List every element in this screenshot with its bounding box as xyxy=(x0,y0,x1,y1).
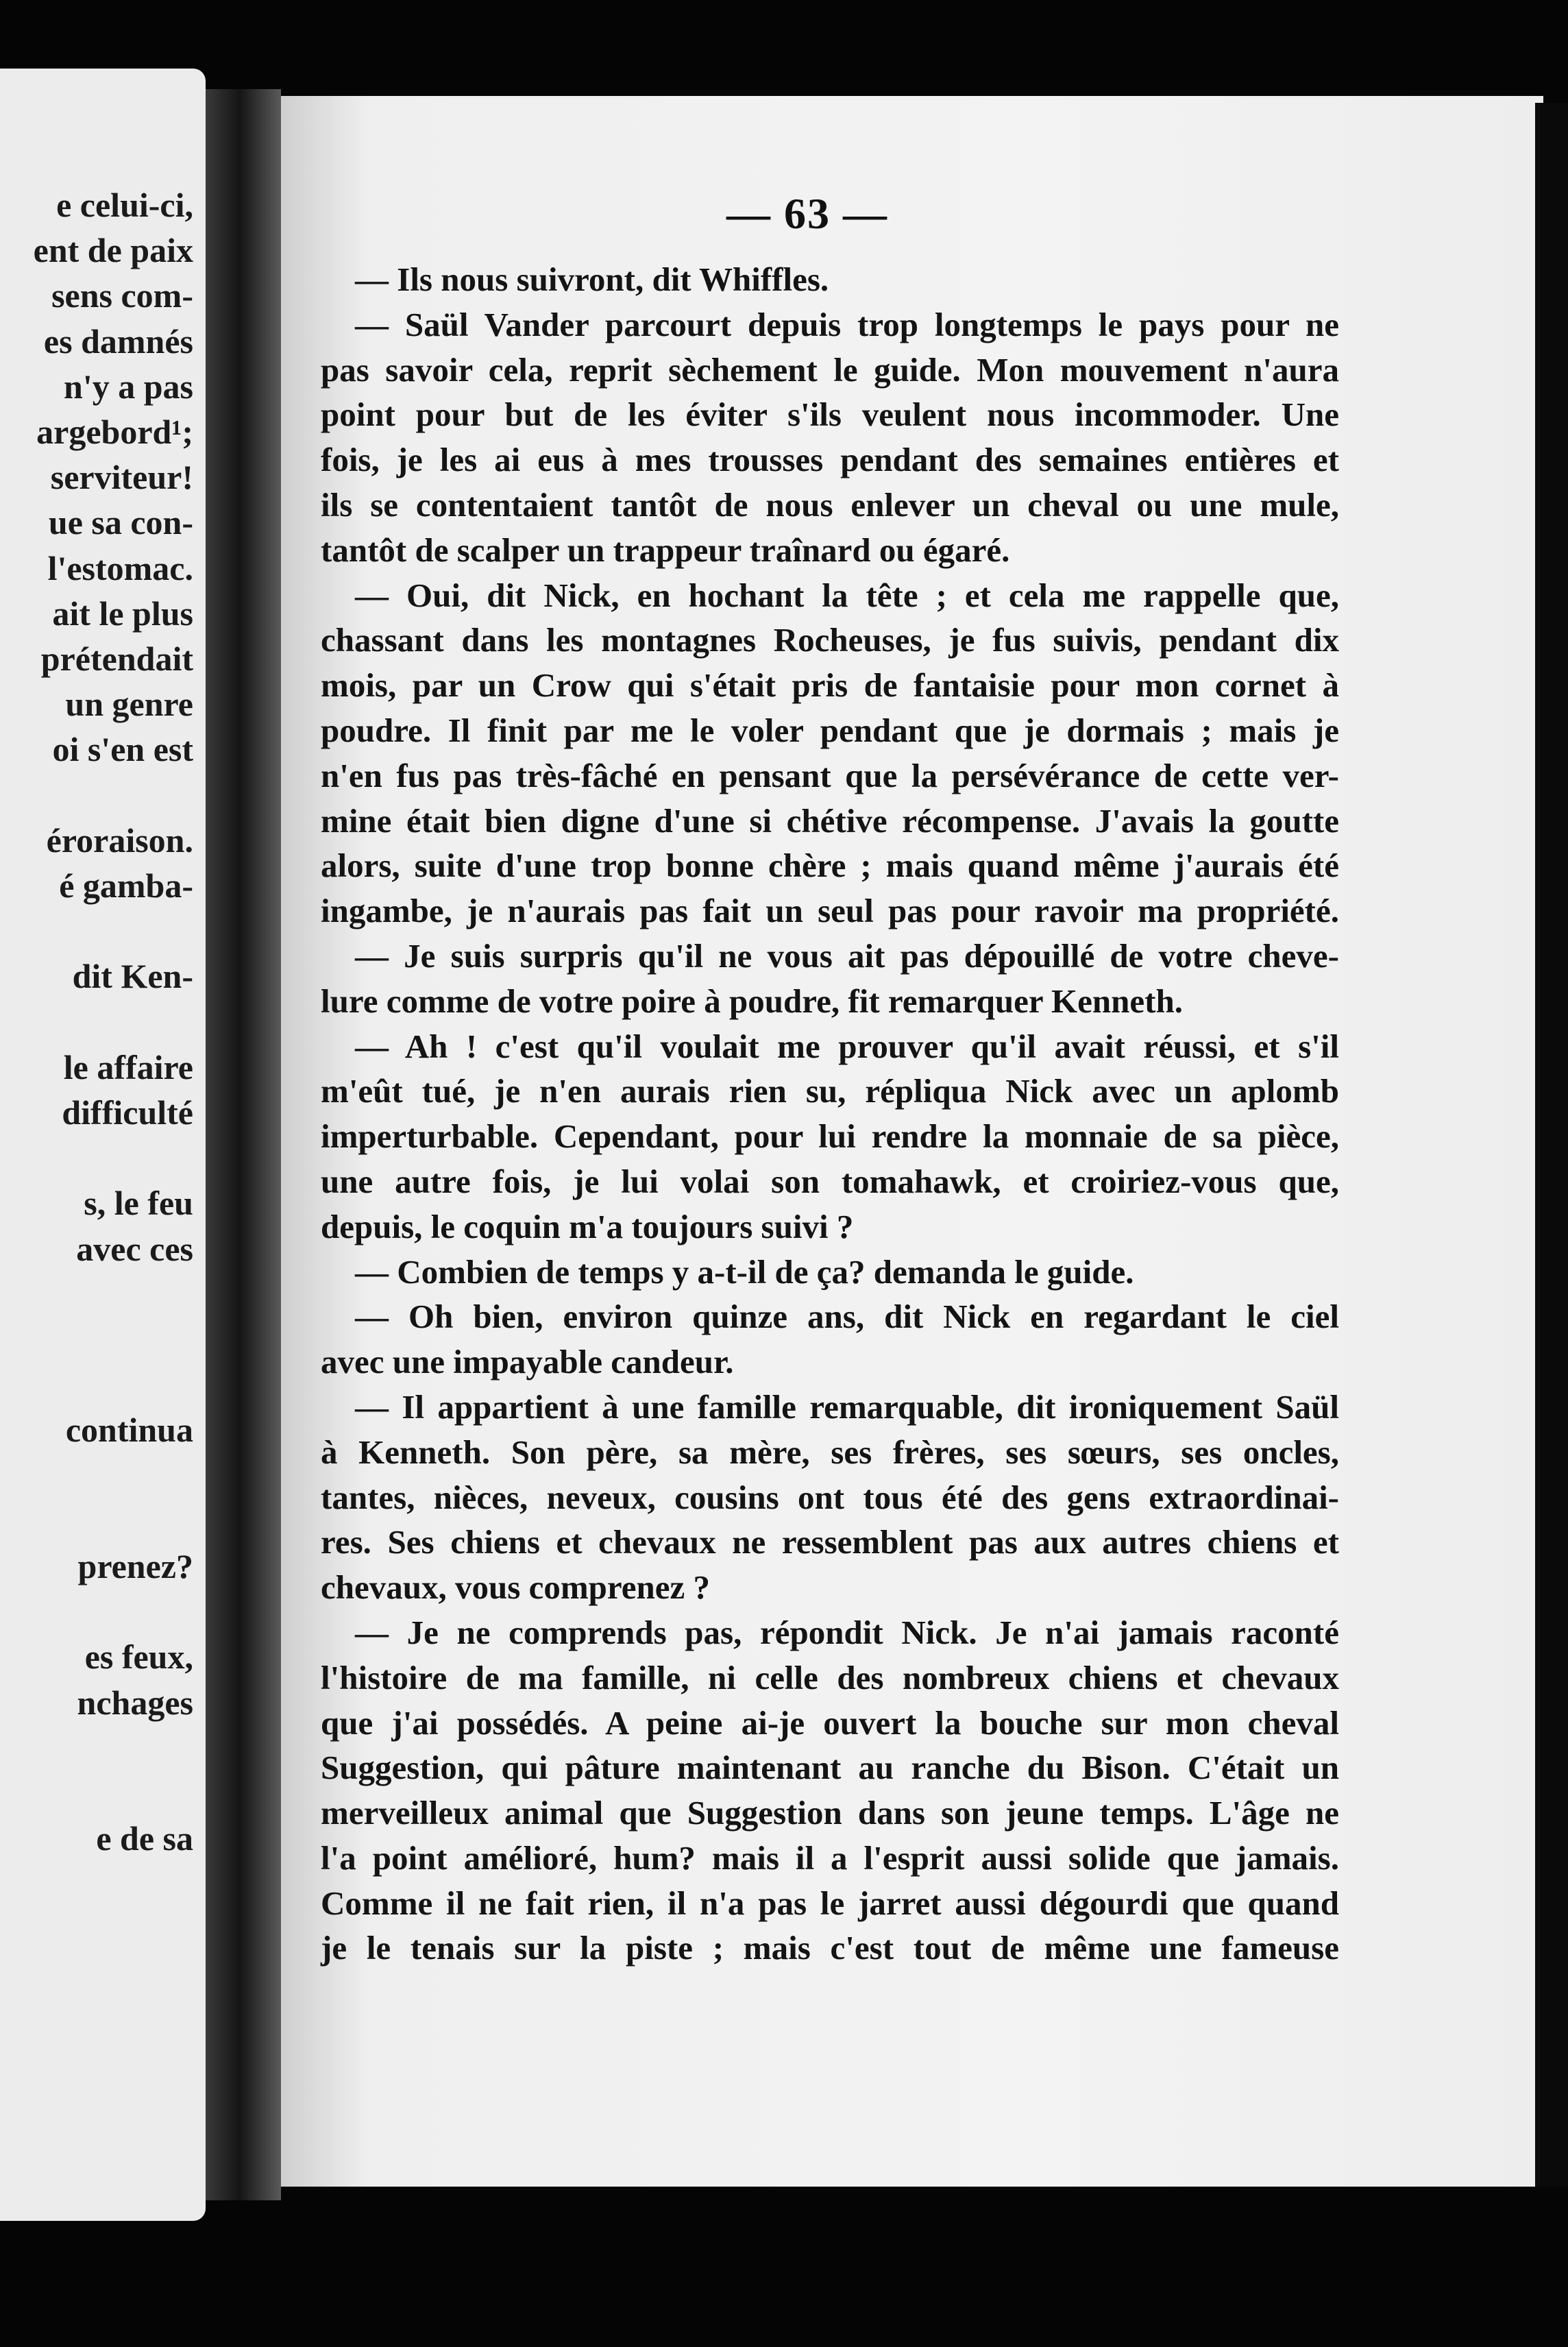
text-line: — Saül Vander parcourt depuis trop longtemps le pays pour ne xyxy=(355,305,1339,343)
text-line: — Je ne comprends pas, répondit Nick. Je n'ai jamais raconté xyxy=(355,1613,1339,1651)
text-line: mois, par un Crow qui s'était pris de fantaisie pour mon cornet à xyxy=(321,666,1339,705)
text-line: lure comme de votre poire à poudre, fit remarquer Kenneth. xyxy=(321,982,1183,1020)
text-line: — Ils nous suivront, dit Whiffles. xyxy=(355,260,829,298)
left-page-line: serviteur! xyxy=(50,458,193,497)
left-page-line: dit Ken- xyxy=(72,957,193,996)
book-gutter-shadow xyxy=(206,89,281,2200)
text-line: — Combien de temps y a-t-il de ça? demanda le guide. xyxy=(355,1252,1134,1291)
text-line: chevaux, vous comprenez ? xyxy=(321,1568,710,1607)
left-page-line: l'estomac. xyxy=(47,548,193,587)
left-page-line: oi s'en est xyxy=(52,730,193,769)
text-line: alors, suite d'une trop bonne chère ; mais quand même j'aurais été xyxy=(321,847,1339,885)
text-line: une autre fois, je lui volai son tomahawk, et croiriez-vous que, xyxy=(321,1162,1339,1200)
left-page-line: e celui-ci, xyxy=(56,186,193,224)
text-line: — Oui, dit Nick, en hochant la tête ; et cela me rappelle que, xyxy=(355,576,1339,614)
text-line: que j'ai possédés. A peine ai-je ouvert la bouche sur mon cheval xyxy=(321,1703,1339,1742)
text-line: ingambe, je n'aurais pas fait un seul pas pour ravoir ma propriété. xyxy=(321,892,1339,930)
text-line: Suggestion, qui pâture maintenant au ranche du Bison. C'était un xyxy=(321,1749,1339,1787)
text-line: fois, je les ai eus à mes trousses pendant des semaines entières et xyxy=(321,441,1339,479)
left-page-line: argebord¹; xyxy=(36,413,193,451)
left-page-line: s, le feu xyxy=(84,1184,193,1223)
left-page-line: ent de paix xyxy=(33,231,193,270)
text-line: je le tenais sur la piste ; mais c'est tout de même une fameuse xyxy=(321,1929,1339,1967)
page-number: — 63 — xyxy=(726,189,888,238)
left-page-line: un genre xyxy=(65,685,193,724)
text-line: ils se contentaient tantôt de nous enlever un cheval ou une mule, xyxy=(321,485,1339,524)
left-page-line: continua xyxy=(65,1411,193,1450)
text-line: tantes, nièces, neveux, cousins ont tous été des gens extraordinai- xyxy=(321,1478,1339,1516)
text-line: m'eût tué, je n'en aurais rien su, répliqua Nick avec un aplomb xyxy=(321,1072,1339,1110)
text-line: merveilleux animal que Suggestion dans son jeune temps. L'âge ne xyxy=(321,1794,1339,1832)
left-page-line: prenez? xyxy=(77,1547,193,1585)
text-line: chassant dans les montagnes Rocheuses, je fus suivis, pendant dix xyxy=(321,621,1339,659)
text-line: l'a point amélioré, hum? mais il a l'esprit aussi solide que jamais. xyxy=(321,1838,1339,1877)
text-line: pas savoir cela, reprit sèchement le guide. Mon mouvement n'aura xyxy=(321,350,1339,389)
text-line: — Oh bien, environ quinze ans, dit Nick en regardant le ciel xyxy=(355,1298,1339,1336)
text-line: imperturbable. Cependant, pour lui rendre la monnaie de sa pièce, xyxy=(321,1117,1339,1156)
text-line: l'histoire de ma famille, ni celle des nombreux chiens et chevaux xyxy=(321,1658,1339,1697)
left-page-line: n'y a pas xyxy=(64,367,193,406)
previous-page-fragment xyxy=(0,69,206,2221)
text-line: avec une impayable candeur. xyxy=(321,1343,734,1381)
text-line: depuis, le coquin m'a toujours suivi ? xyxy=(321,1207,854,1245)
text-line: tantôt de scalper un trappeur traînard ou égaré. xyxy=(321,531,1010,569)
left-page-line: éroraison. xyxy=(46,820,193,860)
page-body-text xyxy=(321,257,1339,1971)
left-page-line: ait le plus xyxy=(52,594,193,633)
text-line: mine était bien digne d'une si chétive récompense. J'avais la goutte xyxy=(321,801,1339,840)
left-page-line: ue sa con- xyxy=(48,503,193,542)
left-page-line: difficulté xyxy=(62,1093,193,1132)
left-page-line: é gamba- xyxy=(59,866,193,905)
left-page-line: es damnés xyxy=(43,321,193,361)
text-line: — Il appartient à une famille remarquable, dit ironiquement Saül xyxy=(355,1387,1339,1426)
page-edge-shadow xyxy=(1535,103,1568,2187)
text-line: à Kenneth. Son père, sa mère, ses frères, ses sœurs, ses oncles, xyxy=(321,1433,1339,1471)
left-page-line: sens com- xyxy=(51,276,193,315)
left-page-line: e de sa xyxy=(96,1819,193,1858)
left-page-line: avec ces xyxy=(76,1229,193,1268)
text-line: Comme il ne fait rien, il n'a pas le jarret aussi dégourdi que quand xyxy=(321,1884,1339,1922)
left-page-line: es feux, xyxy=(84,1638,193,1677)
left-page-line: nchages xyxy=(77,1683,193,1722)
text-line: — Je suis surpris qu'il ne vous ait pas dépouillé de votre cheve- xyxy=(355,936,1339,975)
text-line: point pour but de les éviter s'ils veulent nous incommoder. Une xyxy=(321,396,1339,434)
text-line: res. Ses chiens et chevaux ne ressemblent pas aux autres chiens et xyxy=(321,1523,1339,1561)
text-line: poudre. Il finit par me le voler pendant que je dormais ; mais je xyxy=(321,711,1339,749)
text-line: — Ah ! c'est qu'il voulait me prouver qu'il avait réussi, et s'il xyxy=(355,1027,1339,1065)
left-page-line: prétendait xyxy=(40,640,193,678)
text-line: n'en fus pas très-fâché en pensant que la persévérance de cette ver- xyxy=(321,756,1339,794)
left-page-line: le affaire xyxy=(63,1047,193,1086)
